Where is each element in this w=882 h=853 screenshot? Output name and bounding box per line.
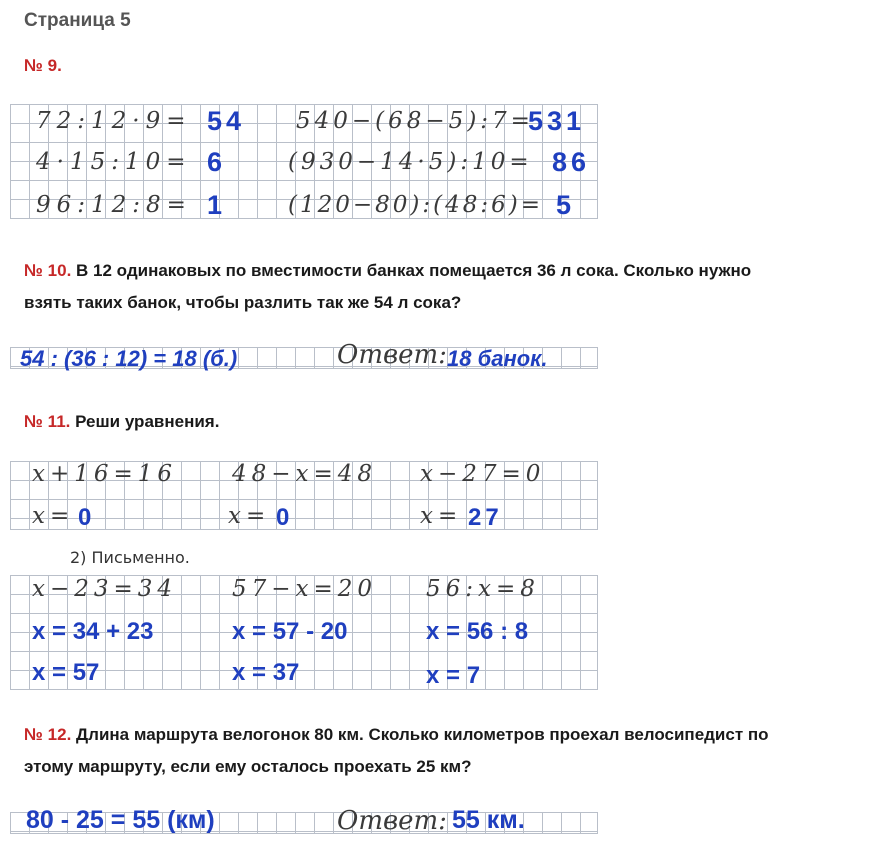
task-9-dot: .	[57, 56, 62, 75]
task-12-answer: 55 км.	[452, 806, 525, 834]
task-11-x-label-1: x=	[32, 503, 75, 529]
task-10-line-1	[24, 255, 864, 287]
task-11-eq-3: x−27=0	[420, 461, 546, 487]
task-9-answer-6: 5	[556, 190, 576, 220]
task-11-answer-3: 27	[468, 504, 503, 531]
task-9-answer-3: 1	[207, 190, 227, 220]
task-9-expr-1: 72:12·9=	[36, 108, 192, 134]
task-9-answer-4: 531	[528, 106, 586, 136]
task-9-answer-5: 86	[552, 147, 591, 177]
page-title: Страница 5	[24, 10, 131, 31]
task-12-line-1	[24, 719, 864, 751]
task-11-step2-1: x = 57	[32, 659, 100, 686]
task-9-header	[24, 50, 62, 82]
task-12-number: № 12.	[24, 725, 72, 744]
task-10-answer: 18 банок.	[447, 346, 548, 371]
task-11-part2-caption: 2) Письменно.	[70, 548, 190, 567]
task-12-text-1: Длина маршрута велогонок 80 км. Сколько километров проехал велосипедист по	[76, 725, 769, 744]
task-11-eq-2: 48−x=48	[232, 461, 378, 487]
task-10-solution: 54 : (36 : 12) = 18 (б.)	[20, 346, 238, 371]
task-9-expr-2: 4·15:10=	[36, 149, 192, 175]
task-11-eq-6: 56:x=8	[426, 576, 540, 602]
task-12-statement	[24, 719, 864, 783]
task-9-answer-2: 6	[207, 147, 227, 177]
task-10-text-1: В 12 одинаковых по вместимости банках помещается 36 л сока. Сколько нужно	[76, 261, 752, 280]
task-9-expr-6: (120−80):(48:6)=	[288, 192, 543, 218]
task-12-text-2: этому маршруту, если ему осталось проехать 25 км?	[24, 757, 472, 776]
task-9-answer-1: 54	[207, 106, 246, 136]
task-9-expr-3: 96:12:8=	[36, 192, 192, 218]
task-9-number: № 9	[24, 56, 58, 75]
task-11-step1-2: x = 57 - 20	[232, 618, 348, 645]
task-10-text-2: взять таких банок, чтобы разлить так же 54 л сока?	[24, 293, 462, 312]
task-11-title: Реши уравнения.	[75, 412, 220, 431]
task-11-step2-2: x = 37	[232, 659, 300, 686]
task-10-number: № 10.	[24, 261, 72, 280]
task-11-x-label-2: x=	[228, 503, 271, 529]
task-11-number: № 11.	[24, 412, 71, 431]
task-11-x-label-3: x=	[420, 503, 463, 529]
task-9-expr-4: 540−(68−5):7=	[296, 108, 534, 134]
task-11-step1-3: x = 56 : 8	[426, 618, 529, 645]
task-10-otvet-label: Ответ:	[337, 340, 447, 370]
task-11-eq-4: x−23=34	[32, 576, 178, 602]
task-12-solution: 80 - 25 = 55 (км)	[26, 806, 215, 834]
task-12-otvet-label: Ответ:	[337, 806, 447, 836]
task-11-step2-3: x = 7	[426, 662, 481, 689]
task-11-answer-1: 0	[78, 504, 96, 531]
task-11-eq-5: 57−x=20	[232, 576, 378, 602]
task-11-step1-1: x = 34 + 23	[32, 618, 154, 645]
task-11-header	[24, 406, 219, 438]
task-11-answer-2: 0	[276, 504, 294, 531]
task-10-statement	[24, 255, 864, 319]
task-11-eq-1: x+16=16	[32, 461, 178, 487]
task-9-expr-5: (930−14·5):10=	[288, 149, 533, 175]
